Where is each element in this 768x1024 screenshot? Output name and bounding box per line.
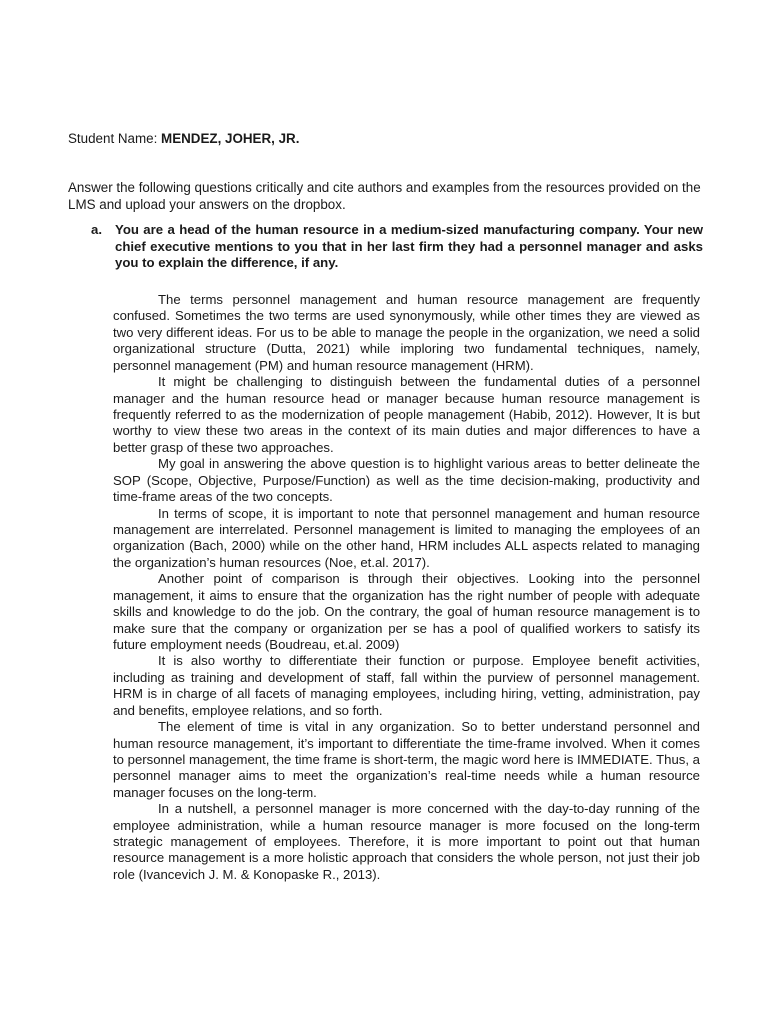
answer-paragraph: In a nutshell, a personnel manager is more concerned with the day-to-day running of the employee administration, while a human resource manager is more focused on the long-term strategic management of employees. Therefore, it is more important to point out that human resource management is a more holistic approach that considers the whole person, not just their job role (Ivancevich J. M. & Konopaske R., 2013). [113, 801, 700, 882]
student-name-line [68, 130, 299, 147]
answer-paragraph: In terms of scope, it is important to note that personnel management and human resource management are interrelated. Personnel management is limited to managing the employees of an organization (Bach, 2000) while on the other hand, HRM includes ALL aspects related to managing the organization’s human resources (Noe, et.al. 2017). [113, 505, 700, 570]
answer-paragraph: The element of time is vital in any organization. So to better understand personnel and human resource management, it’s important to differentiate the time-frame involved. When it comes to personnel management, the time frame is short-term, the magic word here is IMMEDIATE. Thus, a personnel manager aims to meet the organization’s real-time needs while a human resource manager focuses on the long-term. [113, 719, 700, 800]
answer-paragraph: It might be challenging to distinguish between the fundamental duties of a personnel manager and the human resource head or manager because human resource management is frequently referred to as the modernization of people management (Habib, 2012). However, It is but worthy to view these two areas in the context of its main duties and major differences to have a better grasp of these two approaches. [113, 374, 700, 455]
student-name-label: Student Name: [68, 131, 162, 146]
instructions-text: Answer the following questions critically and cite authors and examples from the resources provided on the LMS and upload your answers on the dropbox. [68, 180, 701, 212]
answer-paragraph: It is also worthy to differentiate their function or purpose. Employee benefit activities, including as training and development of staff, fall within the purview of personnel management. HRM is in charge of all facets of managing employees, including hiring, vetting, administration, pay and benefits, employee relations, and so forth. [113, 653, 700, 718]
answer-paragraph: Another point of comparison is through their objectives. Looking into the personnel management, it aims to ensure that the organization has the right number of people with adequate skills and knowledge to do the job. On the contrary, the goal of human resource management is to make sure that the company or organization per se has a pool of qualified workers to satisfy its future employment needs (Boudreau, et.al. 2009) [113, 571, 700, 652]
answer-paragraph: My goal in answering the above question is to highlight various areas to better delineate the SOP (Scope, Objective, Purpose/Function) as well as the time decision-making, productivity and time-frame areas of the two concepts. [113, 456, 700, 505]
question-text: You are a head of the human resource in a medium-sized manufacturing company. Your new chief executive mentions to you that in her last firm they had a personnel manager and asks you to explain the difference, if any. [115, 222, 703, 270]
question-letter: a. [91, 222, 102, 237]
student-name-value: MENDEZ, JOHER, JR. [161, 131, 300, 146]
answer-body [113, 292, 700, 883]
answer-paragraph: The terms personnel management and human resource management are frequently confused. Sometimes the two terms are used synonymously, while other times they are viewed as two very different ideas. For us to be able to manage the people in the organization, we need a solid organizational structure (Dutta, 2021) while imploring two fundamental techniques, namely, personnel management (PM) and human resource management (HRM). [113, 292, 700, 373]
question-a [91, 222, 703, 272]
